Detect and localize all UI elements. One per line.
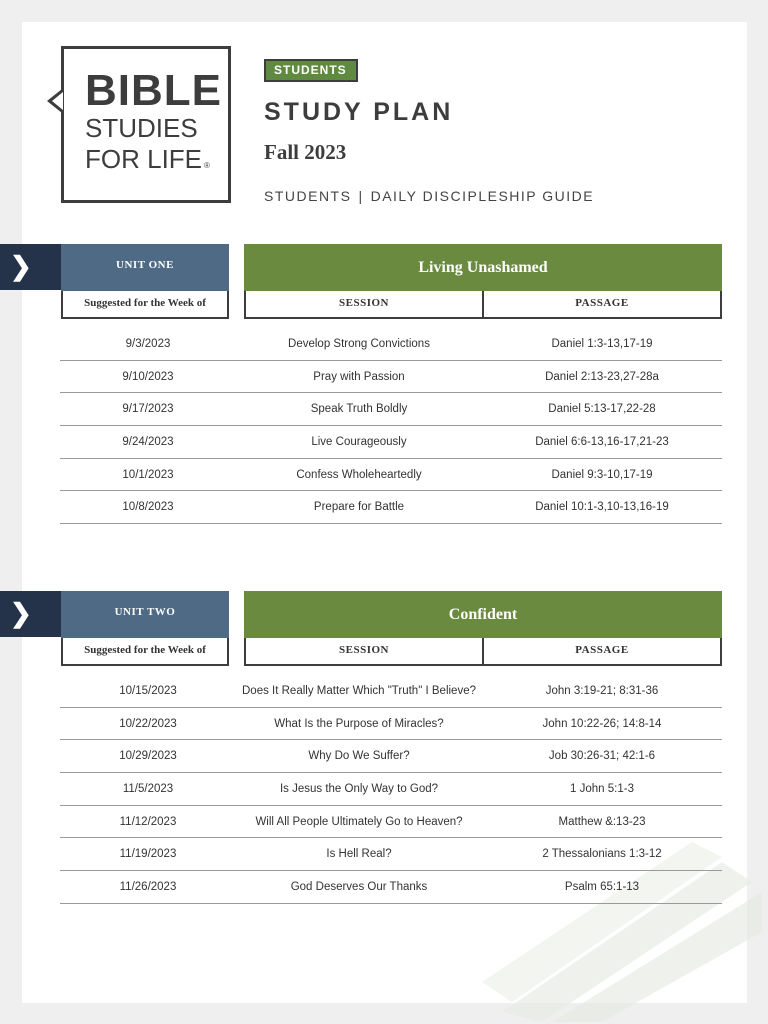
row-date: 11/26/2023 bbox=[119, 880, 177, 893]
row-session: Confess Wholeheartedly bbox=[296, 468, 422, 481]
table-row bbox=[60, 838, 722, 871]
row-passage: Daniel 6:6-13,16-17,21-23 bbox=[535, 435, 669, 448]
session-table bbox=[60, 675, 722, 904]
badge-arrow-tip bbox=[346, 61, 355, 81]
column-header-week: Suggested for the Week of bbox=[61, 638, 229, 666]
row-date: 10/22/2023 bbox=[119, 717, 177, 730]
table-row bbox=[60, 773, 722, 806]
row-passage: 2 Thessalonians 1:3-12 bbox=[542, 848, 662, 861]
row-passage: Daniel 5:13-17,22-28 bbox=[548, 403, 656, 416]
table-row bbox=[60, 871, 722, 904]
students-badge: STUDENTS bbox=[264, 59, 358, 82]
logo-line-1: BIBLE bbox=[85, 66, 222, 115]
row-session: Is Jesus the Only Way to God? bbox=[279, 782, 439, 795]
row-passage: Daniel 1:3-13,17-19 bbox=[551, 337, 653, 350]
column-header-row bbox=[244, 638, 722, 666]
guide-audience: STUDENTS bbox=[264, 188, 352, 204]
page bbox=[10, 22, 747, 1003]
row-session: Does It Really Matter Which "Truth" I Believe? bbox=[242, 684, 476, 697]
logo-line-2: STUDIES bbox=[85, 113, 198, 143]
column-header-session: SESSION bbox=[339, 297, 389, 309]
row-date: 11/19/2023 bbox=[119, 848, 177, 861]
unit-arrow-tab bbox=[0, 591, 66, 637]
logo-text bbox=[85, 66, 222, 181]
row-passage: Job 30:26-31; 42:1-6 bbox=[548, 750, 656, 763]
row-passage: Daniel 10:1-3,10-13,16-19 bbox=[535, 501, 669, 514]
row-session: Is Hell Real? bbox=[326, 848, 392, 861]
row-date: 10/29/2023 bbox=[119, 750, 177, 763]
registered-mark: ® bbox=[204, 161, 210, 170]
row-passage: Psalm 65:1-13 bbox=[564, 880, 640, 893]
row-date: 10/15/2023 bbox=[119, 684, 177, 697]
table-row bbox=[60, 675, 722, 708]
column-header-week: Suggested for the Week of bbox=[61, 291, 229, 319]
row-session: Why Do We Suffer? bbox=[308, 750, 410, 763]
session-table bbox=[60, 328, 722, 524]
row-passage: John 3:19-21; 8:31-36 bbox=[545, 684, 659, 697]
row-passage: Daniel 2:13-23,27-28a bbox=[545, 370, 659, 383]
row-session: Pray with Passion bbox=[313, 370, 405, 383]
row-date: 9/24/2023 bbox=[122, 435, 174, 448]
page-title: STUDY PLAN bbox=[264, 98, 454, 126]
row-session: God Deserves Our Thanks bbox=[290, 880, 428, 893]
table-row bbox=[60, 426, 722, 459]
table-row bbox=[60, 393, 722, 426]
table-row bbox=[60, 740, 722, 773]
season-label: Fall 2023 bbox=[264, 140, 347, 164]
row-date: 10/1/2023 bbox=[122, 468, 174, 481]
table-row bbox=[60, 459, 722, 492]
table-row bbox=[60, 806, 722, 839]
row-date: 9/17/2023 bbox=[122, 403, 174, 416]
row-date: 10/8/2023 bbox=[122, 501, 174, 514]
row-date: 11/5/2023 bbox=[122, 782, 174, 795]
row-date: 9/3/2023 bbox=[125, 337, 171, 350]
table-row bbox=[60, 361, 722, 394]
row-date: 9/10/2023 bbox=[122, 370, 174, 383]
row-passage: John 10:22-26; 14:8-14 bbox=[542, 717, 662, 730]
row-passage: Matthew &:13-23 bbox=[558, 815, 646, 828]
guide-subtitle bbox=[264, 188, 594, 204]
table-row bbox=[60, 328, 722, 361]
guide-name: DAILY DISCIPLESHIP GUIDE bbox=[370, 188, 595, 204]
row-passage: Daniel 9:3-10,17-19 bbox=[551, 468, 653, 481]
row-session: Prepare for Battle bbox=[313, 501, 405, 514]
column-header-passage: PASSAGE bbox=[482, 291, 720, 317]
table-row bbox=[60, 491, 722, 524]
unit-label: UNIT ONE bbox=[61, 244, 229, 291]
column-header-row bbox=[244, 291, 722, 319]
chevron-right-icon: ❯ bbox=[10, 251, 32, 281]
column-header-passage: PASSAGE bbox=[482, 638, 720, 664]
row-session: Speak Truth Boldly bbox=[310, 403, 408, 416]
row-session: Will All People Ultimately Go to Heaven? bbox=[255, 815, 463, 828]
column-header-session: SESSION bbox=[339, 644, 389, 656]
table-row bbox=[60, 708, 722, 741]
bible-studies-logo bbox=[61, 46, 231, 203]
chevron-right-icon: ❯ bbox=[10, 598, 32, 628]
guide-separator: | bbox=[358, 188, 364, 204]
row-session: Live Courageously bbox=[311, 435, 407, 448]
unit-title: Confident bbox=[244, 591, 722, 638]
unit-arrow-tab bbox=[0, 244, 66, 290]
row-session: What Is the Purpose of Miracles? bbox=[274, 717, 444, 730]
row-session: Develop Strong Convictions bbox=[288, 337, 430, 350]
unit-label: UNIT TWO bbox=[61, 591, 229, 638]
logo-line-3: FOR LIFE ® bbox=[85, 144, 210, 174]
row-passage: 1 John 5:1-3 bbox=[570, 782, 634, 795]
unit-title: Living Unashamed bbox=[244, 244, 722, 291]
row-date: 11/12/2023 bbox=[119, 815, 177, 828]
